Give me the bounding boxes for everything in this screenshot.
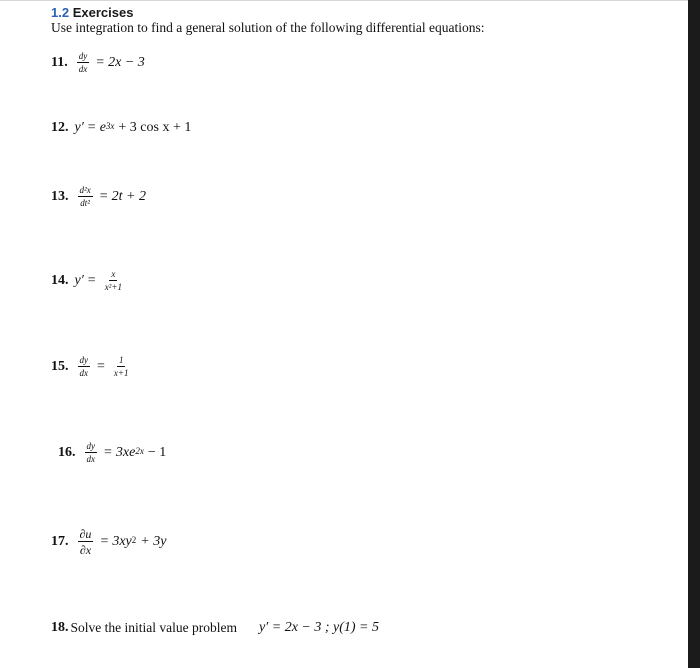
problem-number: 11. bbox=[51, 55, 68, 70]
problem-number: 13. bbox=[51, 189, 69, 204]
lhs-fraction bbox=[78, 356, 91, 378]
problem-16 bbox=[58, 442, 166, 464]
fraction-numerator: ∂u bbox=[79, 527, 92, 541]
fraction-denominator: dx bbox=[86, 454, 95, 464]
fraction-numerator: 1 bbox=[118, 355, 124, 365]
fraction-denominator: dt² bbox=[80, 198, 90, 208]
rhs-base: 3xy bbox=[112, 534, 132, 549]
rhs-exponent: 3x bbox=[105, 121, 115, 131]
section-number: 1.2 bbox=[51, 5, 70, 20]
lhs-fraction bbox=[85, 442, 98, 464]
rhs-remainder: + 3y bbox=[140, 534, 167, 549]
equals-sign: = bbox=[96, 55, 105, 70]
lhs-fraction bbox=[78, 528, 94, 556]
equals-sign: = bbox=[87, 120, 96, 135]
equals-sign: = bbox=[100, 534, 109, 549]
problem-number: 14. bbox=[51, 273, 69, 288]
rhs-remainder: − 1 bbox=[147, 445, 167, 460]
right-edge-bar bbox=[688, 0, 700, 668]
problem-number: 16. bbox=[58, 445, 76, 460]
problem-number: 12. bbox=[51, 120, 69, 135]
fraction-numerator: d²x bbox=[79, 185, 91, 195]
rhs-fraction bbox=[112, 356, 131, 378]
problem-17 bbox=[51, 528, 166, 556]
problem-13 bbox=[51, 186, 146, 208]
problem-11 bbox=[51, 52, 145, 74]
section-heading bbox=[51, 5, 133, 20]
rhs-expression: 2t + 2 bbox=[111, 189, 146, 204]
instructions-text: Use integration to find a general solution of the following differential equations: bbox=[51, 20, 485, 35]
rhs-expression: 2x − 3 bbox=[108, 55, 145, 70]
equals-sign: = bbox=[99, 189, 108, 204]
rhs-exponent: 2x bbox=[135, 446, 144, 456]
fraction-denominator: ∂x bbox=[79, 543, 92, 557]
problem-number: 15. bbox=[51, 359, 69, 374]
lhs-expression: y′ bbox=[74, 273, 84, 288]
problem-number: 18. bbox=[51, 620, 69, 635]
problem-14 bbox=[51, 270, 127, 292]
fraction-denominator: x+1 bbox=[113, 368, 129, 378]
problem-equation: y′ = 2x − 3 ; y(1) = 5 bbox=[258, 620, 380, 635]
rhs-fraction bbox=[103, 270, 124, 292]
section-title: Exercises bbox=[72, 5, 134, 20]
problem-text: Solve the initial value problem bbox=[70, 620, 237, 635]
fraction-denominator: dx bbox=[79, 368, 88, 378]
fraction-numerator: x bbox=[111, 269, 116, 279]
fraction-numerator: dy bbox=[79, 355, 88, 365]
top-edge-line bbox=[0, 0, 688, 1]
fraction-denominator: dx bbox=[78, 64, 88, 74]
problem-12 bbox=[51, 120, 191, 136]
fraction-numerator: dy bbox=[78, 51, 88, 61]
equals-sign: = bbox=[97, 359, 105, 374]
rhs-base: e bbox=[99, 120, 106, 135]
fraction-denominator: x²+1 bbox=[104, 282, 122, 292]
fraction-numerator: dy bbox=[86, 441, 95, 451]
lhs-fraction bbox=[78, 186, 93, 208]
equals-sign: = bbox=[104, 445, 112, 460]
problem-18 bbox=[51, 620, 379, 636]
problem-number: 17. bbox=[51, 534, 69, 549]
problem-15 bbox=[51, 356, 133, 378]
rhs-exponent: 2 bbox=[131, 535, 137, 545]
lhs-expression: y′ bbox=[74, 120, 84, 135]
equals-sign: = bbox=[87, 273, 96, 288]
rhs-remainder: + 3 cos x + 1 bbox=[118, 120, 192, 135]
rhs-base: 3xe bbox=[115, 445, 136, 460]
lhs-fraction bbox=[77, 52, 90, 74]
